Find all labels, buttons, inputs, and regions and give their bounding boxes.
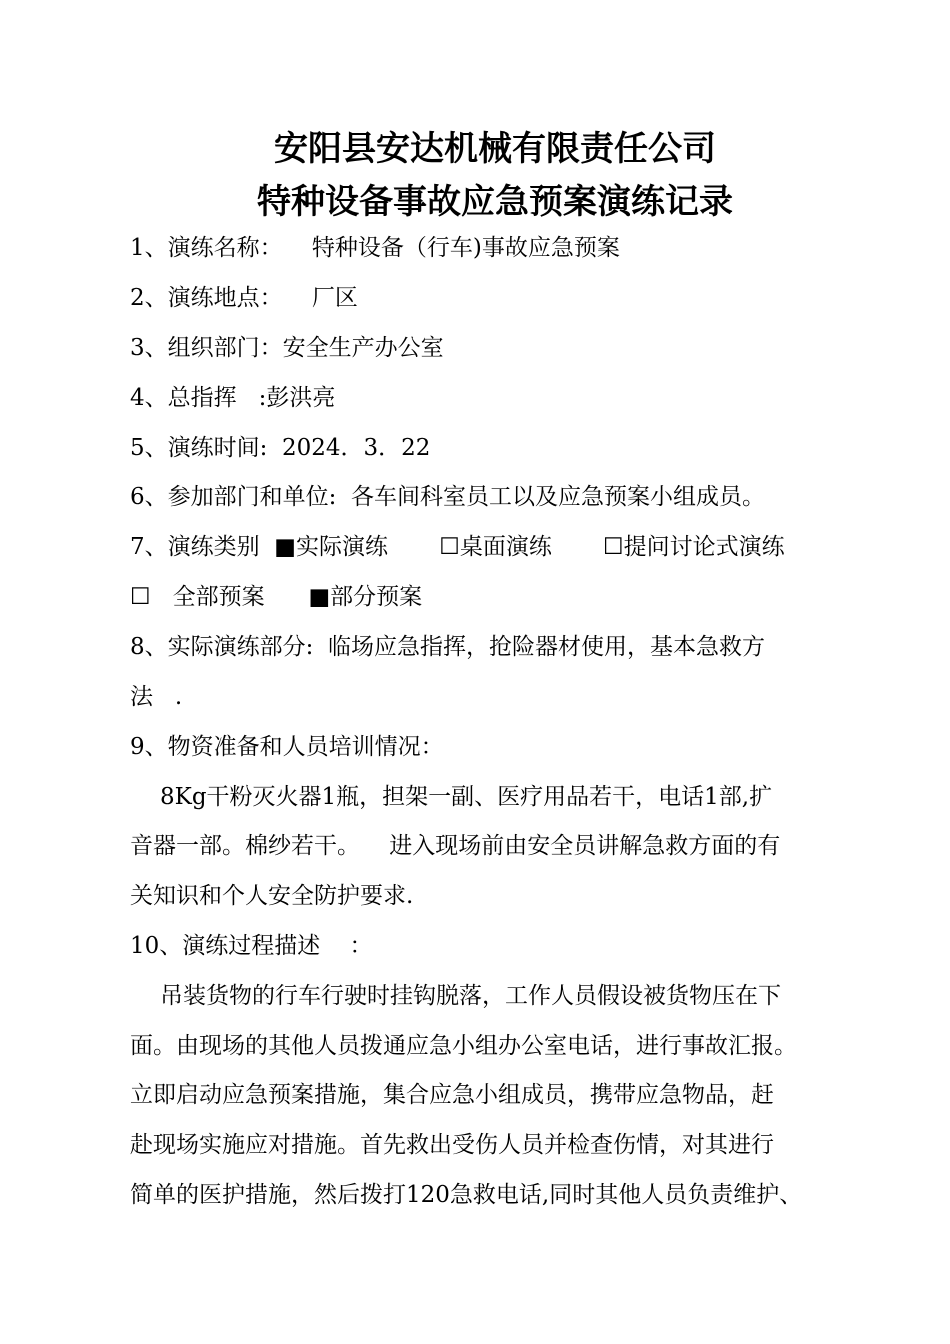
item-5-drill-time: 5、演练时间: 2024．3．22 xyxy=(130,435,431,461)
checkbox-unchecked-icon: ☐ xyxy=(603,534,624,560)
item-7-drill-type xyxy=(130,532,785,562)
item-6-participants: 6、参加部门和单位: 各车间科室员工以及应急预案小组成员。 xyxy=(130,484,766,510)
option-all-plans: 全部预案 xyxy=(172,584,265,610)
item-10-text-line-5: 简单的医护措施，然后拨打120急救电话,同时其他人员负责维护、 xyxy=(130,1182,803,1208)
item-10-text-line-2: 面。由现场的其他人员拨通应急小组办公室电话，进行事故汇报。 xyxy=(130,1033,797,1059)
checkbox-unchecked-icon: ☐ xyxy=(130,584,151,610)
item-8-line-2: 法 . xyxy=(130,684,183,710)
item-10-text-line-1: 吊装货物的行车行驶时挂钩脱落，工作人员假设被货物压在下 xyxy=(160,983,781,1009)
item-10-text-line-4: 赴现场实施应对措施。首先救出受伤人员并检查伤情，对其进行 xyxy=(130,1132,774,1158)
option-partial-plans: 部分预案 xyxy=(330,584,423,610)
item-7-plan-scope xyxy=(130,582,422,612)
item-10-heading: 10、演练过程描述 ： xyxy=(130,933,373,959)
record-title: 特种设备事故应急预案演练记录 xyxy=(257,182,733,222)
checkbox-checked-icon: ■ xyxy=(274,534,296,560)
item-9-text-line-2: 音器一部。棉纱若干。 进入现场前由安全员讲解急救方面的有 xyxy=(130,833,781,859)
checkbox-unchecked-icon: ☐ xyxy=(439,534,460,560)
drill-type-label: 7、演练类别 xyxy=(130,534,275,560)
item-9-text-line-1: 8Kg干粉灭火器1瓶，担架一副、医疗用品若干，电话1部,扩 xyxy=(160,784,773,810)
item-1-drill-name: 1、演练名称： 特种设备（行车)事故应急预案 xyxy=(130,235,620,261)
option-actual-drill: 实际演练 xyxy=(296,534,388,560)
company-title: 安阳县安达机械有限责任公司 xyxy=(274,129,716,169)
option-desk-drill: 桌面演练 xyxy=(459,534,552,560)
checkbox-checked-icon: ■ xyxy=(308,584,331,610)
item-10-text-line-3: 立即启动应急预案措施，集合应急小组成员，携带应急物品，赶 xyxy=(130,1082,774,1108)
item-9-heading: 9、物资准备和人员培训情况： xyxy=(130,734,444,760)
option-discussion-drill: 提问讨论式演练 xyxy=(623,534,785,560)
item-3-organizer: 3、组织部门：安全生产办公室 xyxy=(130,335,444,361)
item-8-line-1: 8、实际演练部分: 临场应急指挥，抢险器材使用，基本急救方 xyxy=(130,634,766,660)
item-9-text-line-3: 关知识和个人安全防护要求. xyxy=(130,883,414,909)
item-2-drill-location: 2、演练地点： 厂区 xyxy=(130,285,358,311)
item-4-commander: 4、总指挥 :彭洪亮 xyxy=(130,385,336,411)
